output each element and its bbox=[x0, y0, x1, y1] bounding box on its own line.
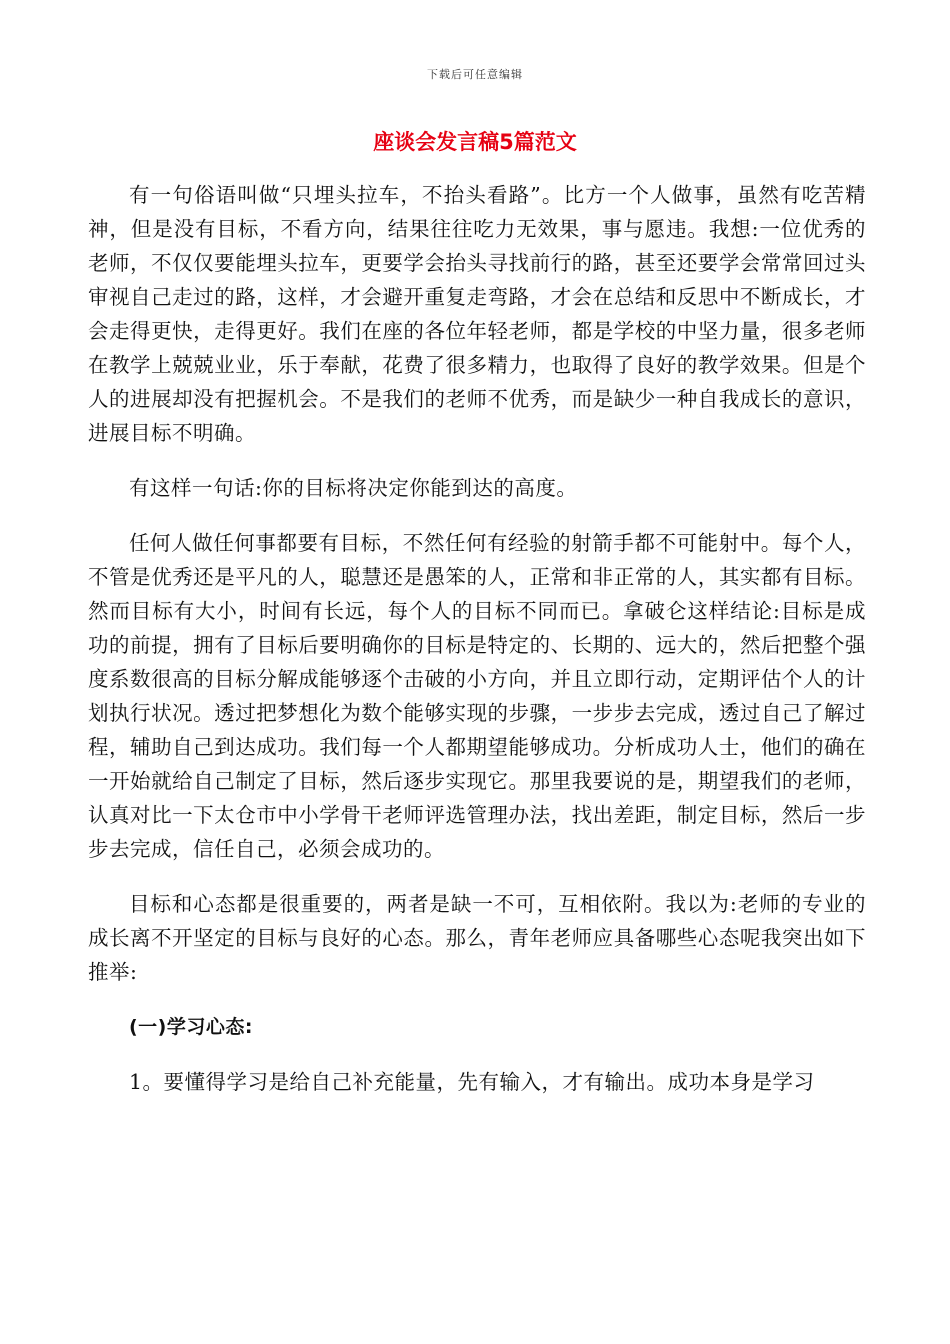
paragraph-intro: 有一句俗语叫做“只埋头拉车，不抬头看路”。比方一个人做事，虽然有吃苦精神，但是没有目标，不看方向，结果往往吃力无效果，事与愿违。我想:一位优秀的老师，不仅仅要能埋头拉车，更要学会抬头寻找前行的路，甚至还要学会常常回过头审视自己走过的路，这样，才会避开重复走弯路，才会在总结和反思中不断成长，才会走得更快，走得更好。我们在座的各位年轻老师，都是学校的中坚力量，很多老师在教学上兢兢业业，乐于奉献，花费了很多精力，也取得了良好的教学效果。但是个人的进展却没有把握机会。不是我们的老师不优秀，而是缺少一种自我成长的意识，进展目标不明确。 bbox=[88, 183, 866, 445]
paragraph-quote: 有这样一句话:你的目标将决定你能到达的高度。 bbox=[129, 476, 578, 500]
paragraph-goals: 任何人做任何事都要有目标，不然任何有经验的射箭手都不可能射中。每个人，不管是优秀还是平凡的人，聪慧还是愚笨的人，正常和非正常的人，其实都有目标。然而目标有大小，时间有长远，每个人的目标不同而已。拿破仑这样结论:目标是成功的前提，拥有了目标后要明确你的目标是特定的、长期的、远大的，然后把整个强度系数很高的目标分解成能够逐个击破的小方向，并且立即行动，定期评估个人的计划执行状况。透过把梦想化为数个能够实现的步骤，一步步去完成，透过自己了解过程，辅助自己到达成功。我们每一个人都期望能够成功。分析成功人士，他们的确在一开始就给自己制定了目标，然后逐步实现它。那里我要说的是，期望我们的老师，认真对比一下太仓市中小学骨干老师评选管理办法，找出差距，制定目标，然后一步步去完成，信任自己，必须会成功的。 bbox=[88, 531, 866, 861]
section-heading-learning: (一)学习心态: bbox=[129, 1016, 253, 1038]
document-title: 座谈会发言稿5篇范文 bbox=[373, 130, 577, 154]
paragraph-learning-1: 1。要懂得学习是给自己补充能量，先有输入，才有输出。成功本身是学习 bbox=[129, 1070, 815, 1094]
paragraph-mindset: 目标和心态都是很重要的，两者是缺一不可，互相依附。我以为:老师的专业的成长离不开坚定的目标与良好的心态。那么，青年老师应具备哪些心态呢我突出如下推举: bbox=[88, 892, 866, 984]
header-note: 下载后可任意编辑 bbox=[427, 68, 523, 81]
document-body bbox=[88, 178, 866, 1120]
